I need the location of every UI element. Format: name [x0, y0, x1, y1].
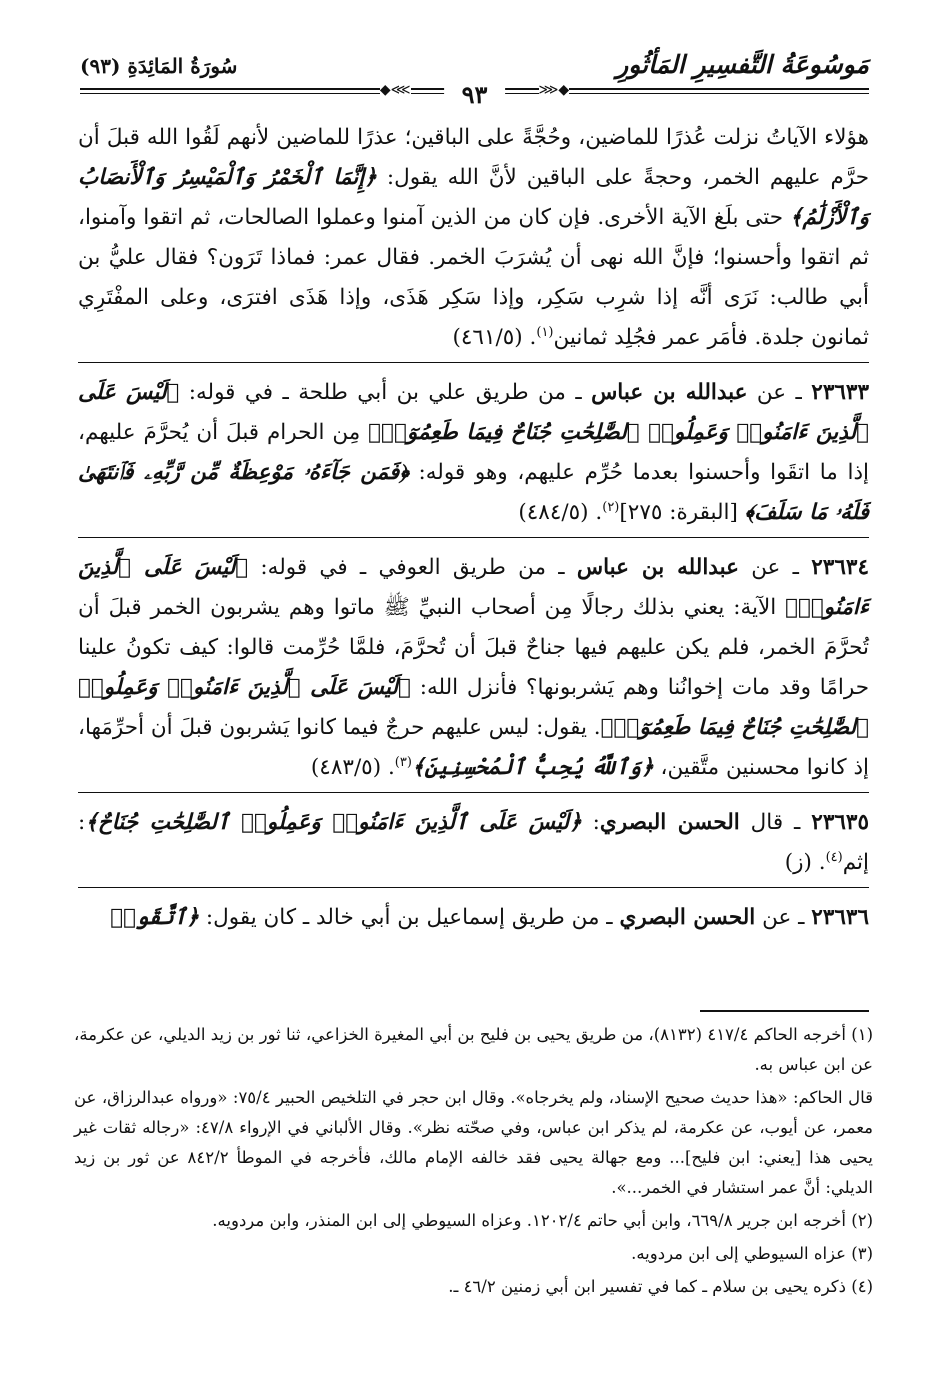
- narrator-name: الحسن البصري: [619, 905, 756, 930]
- footnote-4: (٤) ذكره يحيى بن سلام ـ كما في تفسير ابن أبي زمنين ٤٦/٢ ـ.: [448, 1277, 873, 1296]
- source-reference: . (٤٦١/٥): [452, 325, 537, 350]
- quran-quote: ﴿ٱتَّقَوا۟: [110, 905, 200, 930]
- footnote-separator: [700, 1010, 869, 1012]
- narrator-name: الحسن البصري: [599, 810, 740, 835]
- footnote-2: (٢) أخرجه ابن جرير ٦٦٩/٨، وابن أبي حاتم ١٢٠٢/٤. وعزاه السيوطي إلى ابن المنذر، وابن مردويه.: [212, 1211, 873, 1230]
- quran-quote: ﴿فَمَن جَآءَهُۥ مَوْعِظَةٌ مِّن رَّبِّهِۦ فَٱنتَهَىٰ فَلَهُۥ مَا سَلَفَ﴾: [78, 460, 869, 525]
- page-number: ٩٣: [444, 80, 506, 109]
- narration-23633: [78, 373, 869, 538]
- footnote-marker[interactable]: (٣): [394, 754, 412, 770]
- footnotes: [74, 1020, 873, 1305]
- footnote-marker[interactable]: (٤): [825, 849, 843, 865]
- narrator-name: عبدالله بن عباس: [576, 555, 739, 580]
- quran-citation: [البقرة: ٢٧٥]: [619, 500, 745, 525]
- narration-23634: [78, 548, 869, 793]
- narrator-name: عبدالله بن عباس: [591, 380, 748, 405]
- paragraph-text: ـ قال: [739, 810, 812, 835]
- source-reference: . (ز): [784, 850, 826, 875]
- narration-23635: [78, 803, 869, 888]
- source-reference: . (٤٨٣/٥): [310, 755, 395, 780]
- paragraph-continued: [78, 118, 869, 363]
- ornament-icon: ⋙◆: [538, 82, 570, 98]
- narration-number: ٢٣٦٣٦: [811, 905, 869, 930]
- paragraph-text: ـ عن: [755, 905, 812, 930]
- quran-quote: ﴿لَيْسَ عَلَى ٱلَّذِينَ ءَامَنُوا۟ وَعَمِلُوا۟ ٱلصَّٰلِحَٰتِ جُنَاحٌ فِيمَا طَعِمُوٓا۟﴾: [78, 380, 869, 445]
- ornament-icon: ◆⋘: [379, 82, 411, 98]
- narration-number: ٢٣٦٣٥: [811, 810, 870, 835]
- footnote-1: (١) أخرجه الحاكم ٤١٧/٤ (٨١٣٢)، من طريق يحيى بن فليح بن أبي المغيرة الخزاعي، ثنا ثور بن زيد الديلي، عن عكرمة، عن ابن عباس به.: [74, 1025, 874, 1074]
- source-reference: . (٤٨٤/٥): [518, 500, 603, 525]
- footnote-1-continued: قال الحاكم: «هذا حديث صحيح الإسناد، ولم يخرجاه». وقال ابن حجر في التلخيص الحبير ٧٥/٤: «ورواه عبدالرزاق، عن معمر، عن أيوب، عن عكرمة، لم يذكر ابن عباس، وفي صحّته نظر». وقال الألباني في الإرواء ٤٧/٨: «رجاله ثقات غير يحيى هذا [يعني: ابن فليح]... ومع جهالة يحيى فقد خالفه الإمام مالك، فأخرجه في الموطأ ٨٤٢/٢ عن ثور بن زيد الديلي: أنَّ عمر استشار في الخمر...».: [74, 1088, 874, 1197]
- quran-quote: ﴿لَيْسَ عَلَى ٱلَّذِينَ ءَامَنُوا۟ وَعَمِلُوا۟ ٱلصَّٰلِحَٰتِ جُنَاحٌ﴾: [85, 810, 582, 835]
- paragraph-text: ـ عن: [738, 555, 812, 580]
- main-text: [78, 118, 869, 952]
- narration-number: ٢٣٦٣٣: [811, 380, 870, 405]
- surah-label: سُورَةُ المَائِدَةِ (٩٣): [80, 54, 238, 78]
- quran-quote: ﴿وَٱللَّهُ يُحِبُّ ٱلْمُحْسِنِينَ﴾: [411, 755, 654, 780]
- page-header: [80, 44, 869, 109]
- paragraph-text: . يقول: ليس عليهم حرجٌ فيما كانوا يَشربون قبلَ أن أحرِّمَها، إذ كانوا محسنين متَّقين،: [78, 715, 869, 780]
- quran-quote: ﴿لَيْسَ عَلَى ٱلَّذِينَ ءَامَنُوا۟ وَعَمِلُوا۟ ٱلصَّٰلِحَٰتِ جُنَاحٌ فِيمَا طَعِمُوٓا۟﴾: [78, 675, 870, 740]
- paragraph-text: حتى بلَغ الآية الأخرى. فإن كان من الذين آمنوا وعملوا الصالحات، ثم اتقوا وآمنوا، ثم اتقوا وأحسنوا؛ فإنَّ الله نهى أن يُشرَبَ الخمر. فقال عمر: فماذا تَرَون؟ فقال عليُّ بن أبي طالب: نَرَى أنَّه إذا شرِب سَكِر، وإذا سَكِر هَذَى، وإذا هَذَى افترَى، وعلى المفْتَرِي ثمانون جلدة. فأمَر عمر فجُلِد ثمانين: [78, 205, 869, 350]
- paragraph-text: هؤلاء الآياتُ نزلت عُذرًا للماضين، وحُجَّةً على الباقين؛ عذرًا للماضين لأنهم لَقُوا الله قبلَ أن حرَّم عليهم الخمر، وحجةً على الباقين لأنَّ الله يقول:: [78, 125, 869, 190]
- paragraph-text: الآية: يعني بذلك رجالًا مِن أصحاب النبيِّ ﷺ ماتوا وهم يشربون الخمر قبلَ أن تُحرَّمَ الخمر، فلم يكن عليهم فيها جناحٌ قبلَ أن تُحرَّمَ، فلمَّا حُرِّمت قالوا: كيف تكونُ علينا حرامًا وقد مات إخوانُنا وهم يَشربونها؟ فأنزل الله:: [78, 595, 869, 700]
- footnote-marker[interactable]: (١): [536, 324, 554, 340]
- paragraph-text: ـ من طريق العوفي ـ في قوله:: [248, 555, 577, 580]
- paragraph-text: ـ من طريق إسماعيل بن أبي خالد ـ كان يقول:: [199, 905, 620, 930]
- paragraph-text: ـ عن: [747, 380, 812, 405]
- footnote-marker[interactable]: (٢): [602, 499, 620, 515]
- paragraph-text: مِن الحرام قبلَ أن يُحرَّمَ عليهم، إذا ما اتقَوا وأحسنوا بعدما حُرِّم عليهم، وهو قوله:: [78, 420, 869, 485]
- quran-quote: ﴿لَيْسَ عَلَى ٱلَّذِينَ ءَامَنُوا۟﴾: [78, 555, 869, 620]
- narration-number: ٢٣٦٣٤: [811, 555, 869, 580]
- quran-quote: ﴿إِنَّمَا ٱلْخَمْرُ وَٱلْمَيْسِرُ وَٱلْأَنصَابُ وَٱلْأَزْلَٰمُ﴾: [78, 165, 869, 230]
- paragraph-text: ـ من طريق علي بن أبي طلحة ـ في قوله:: [179, 380, 592, 405]
- narration-23636: [78, 898, 869, 942]
- paragraph-text: : إثم: [78, 810, 869, 875]
- book-title: مَوسُوعَةُ التَّفسِيرِ المَأثُورِ: [616, 50, 869, 79]
- footnote-3: (٣) عزاه السيوطي إلى ابن مردويه.: [631, 1244, 873, 1263]
- paragraph-text: :: [581, 810, 600, 835]
